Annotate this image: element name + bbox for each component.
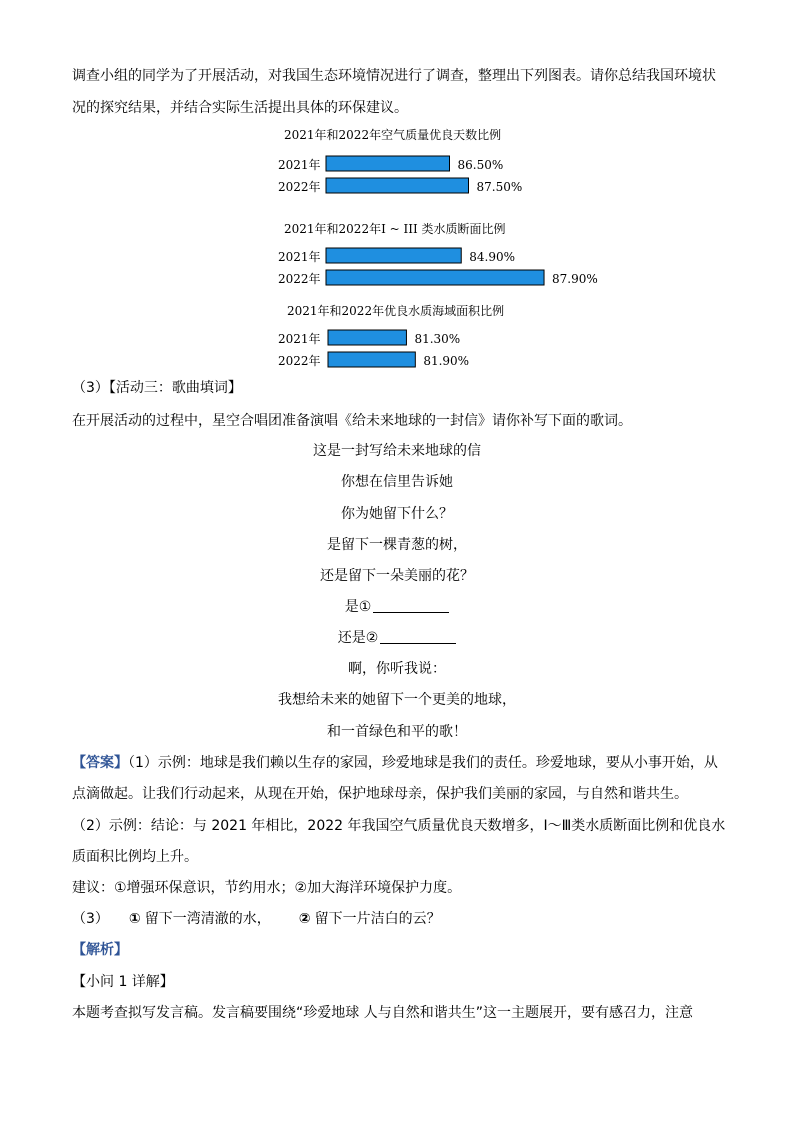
lyric-line-9: 我想给未来的她留下一个更美的地球， — [278, 692, 516, 708]
lyric-line-2: 你想在信里告诉她 — [341, 474, 453, 490]
lyric-line-6-text: 是① — [344, 599, 372, 615]
circle-1: ① — [128, 911, 141, 927]
circle-2: ② — [298, 911, 311, 927]
chart-3-value-label-2: 81.90% — [423, 354, 470, 368]
lyric-line-1: 这是一封写给未来地球的信 — [313, 443, 481, 459]
chart-1-bar-2 — [326, 178, 469, 193]
answer-2-line-1: （2）示例：结论：与 2021 年相比，2022 年我国空气质量优良天数增多，Ⅰ～Ⅲ类水质断面比例和优良水 — [72, 818, 726, 834]
activity3-heading: （3）【活动三：歌曲填词】 — [72, 380, 242, 396]
chart-2-category-1: 2021年 — [278, 250, 321, 264]
chart-2-title: 2021年和2022年I ~ III 类水质断面比例 — [284, 222, 506, 236]
chart-2 — [270, 244, 598, 294]
blank-2[interactable] — [380, 629, 456, 644]
chart-3-category-2: 2022年 — [278, 354, 321, 368]
intro-line-1: 调查小组的同学为了开展活动，对我国生态环境情况进行了调查，整理出下列图表。请你总结我国环境状 — [72, 68, 716, 84]
chart-2-category-2: 2022年 — [278, 272, 321, 286]
lyric-line-10: 和一首绿色和平的歌！ — [327, 724, 467, 740]
analysis-text: 本题考查拟写发言稿。发言稿要围绕“珍爱地球 人与自然和谐共生”这一主题展开，要有感召力，注意 — [72, 1005, 693, 1021]
answer-2-line-2: 质面积比例均上升。 — [72, 849, 198, 865]
chart-2-value-label-1: 84.90% — [469, 250, 516, 264]
answer-1-line-1 — [72, 753, 718, 773]
lyric-line-6 — [0, 597, 794, 617]
answer-1-line-2: 点滴做起。让我们行动起来，从现在开始，保护地球母亲，保护我们美丽的家园，与自然和谐共生。 — [72, 786, 688, 802]
answer-3-item-1: 留下一湾清澈的水， — [144, 911, 271, 927]
analysis-tag — [72, 940, 128, 960]
chart-1-category-2: 2022年 — [278, 180, 321, 194]
intro-line-2: 况的探究结果，并结合实际生活提出具体的环保建议。 — [72, 100, 408, 116]
chart-3-value-label-1: 81.30% — [414, 332, 461, 346]
lyric-line-5: 还是留下一朵美丽的花？ — [320, 568, 474, 584]
answer-tag: 【答案】 — [72, 755, 128, 771]
answer-2-line-3: 建议：①增强环保意识，节约用水；②加大海洋环境保护力度。 — [72, 880, 462, 896]
chart-2-value-label-2: 87.90% — [552, 272, 598, 286]
chart-3-title: 2021年和2022年优良水质海域面积比例 — [287, 304, 505, 318]
answer-3-prefix: （3） — [72, 911, 109, 927]
chart-1-title: 2021年和2022年空气质量优良天数比例 — [284, 128, 502, 142]
lyric-line-7-text: 还是② — [337, 630, 379, 646]
chart-1-bar-1 — [326, 156, 450, 171]
chart-3 — [270, 326, 570, 376]
analysis-tag-text: 【解析】 — [72, 942, 128, 958]
chart-3-category-1: 2021年 — [278, 332, 321, 346]
chart-1 — [270, 152, 570, 202]
chart-3-bar-2 — [328, 352, 415, 367]
lyric-line-4: 是留下一棵青葱的树， — [327, 537, 467, 553]
chart-3-bar-1 — [328, 330, 406, 345]
chart-2-bar-2 — [326, 270, 544, 285]
blank-1[interactable] — [373, 598, 449, 613]
chart-1-value-label-2: 87.50% — [476, 180, 523, 194]
answer-3-item-2: 留下一片洁白的云？ — [314, 911, 441, 927]
chart-2-bar-1 — [326, 248, 461, 263]
answer-1-text-1: （1）示例：地球是我们赖以生存的家园，珍爱地球是我们的责任。珍爱地球，要从小事开始，从 — [128, 755, 718, 771]
lyric-line-8: 啊，你听我说： — [348, 661, 446, 677]
answer-3-line — [72, 909, 441, 929]
activity3-prompt: 在开展活动的过程中，星空合唱团准备演唱《给未来地球的一封信》请你补写下面的歌词。 — [72, 413, 632, 429]
chart-1-category-1: 2021年 — [278, 158, 321, 172]
analysis-sub-1: 【小问 1 详解】 — [72, 974, 174, 990]
chart-1-value-label-1: 86.50% — [457, 158, 504, 172]
lyric-line-3: 你为她留下什么？ — [341, 506, 453, 522]
lyric-line-7 — [0, 628, 794, 648]
